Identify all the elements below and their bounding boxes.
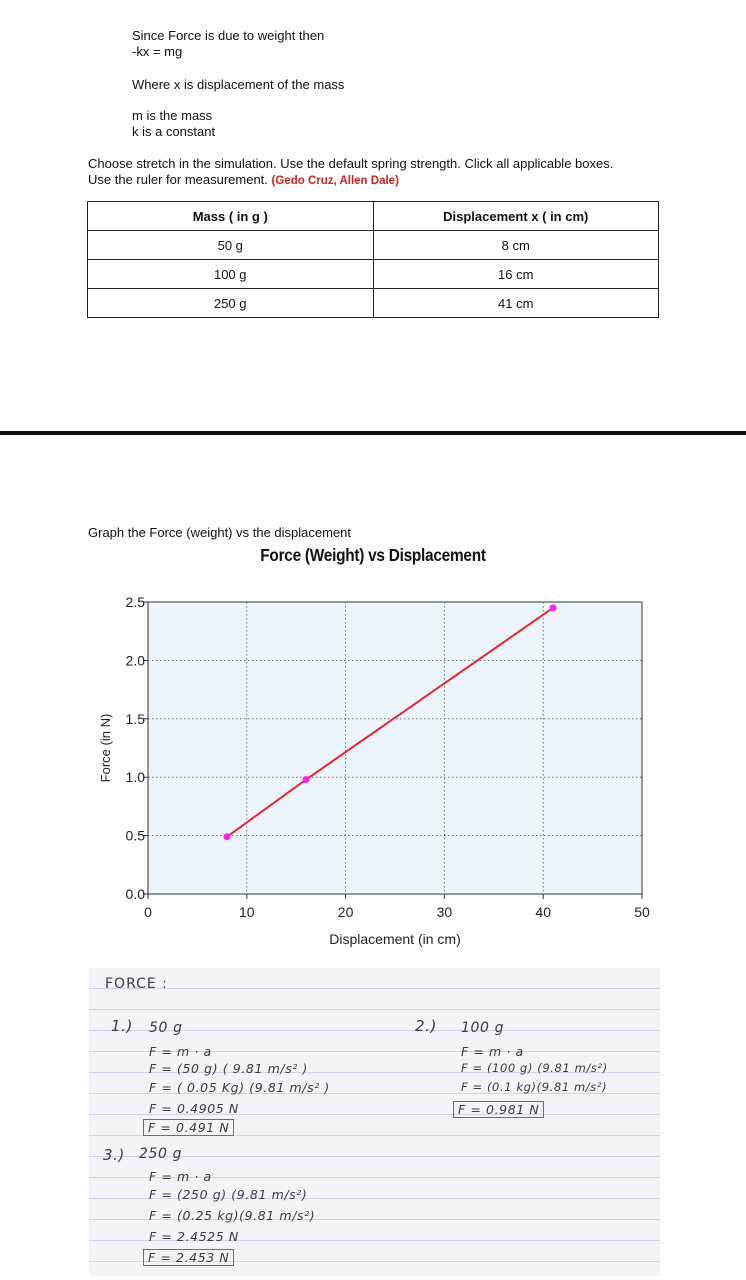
displacement-cell: 8 cm (373, 231, 659, 260)
calc-1-line-4: F = 0.4905 N (149, 1101, 239, 1116)
table-header-row (88, 202, 659, 231)
y-tick-label: 1.0 (125, 769, 145, 786)
force-displacement-chart (90, 585, 670, 955)
y-axis-label: Force (in N) (98, 713, 113, 783)
mass-cell: 50 g (88, 231, 374, 260)
data-point (303, 776, 310, 783)
chart-title: Force (Weight) vs Displacement (260, 545, 486, 565)
graph-instruction: Graph the Force (weight) vs the displacement (88, 525, 352, 540)
x-tick-label: 0 (144, 904, 152, 920)
intro-line-1: Since Force is due to weight then (132, 28, 325, 43)
displacement-column-header: Displacement x ( in cm) (373, 202, 659, 231)
data-point (550, 604, 557, 611)
table-row (88, 231, 659, 260)
calc-2-line-3: F = (0.1 kg)(9.81 m/s²) (461, 1080, 608, 1094)
mass-column-header: Mass ( in g ) (88, 202, 374, 231)
displacement-cell: 41 cm (373, 289, 659, 318)
calc-3-mass: 250 g (139, 1146, 183, 1162)
x-tick-label: 30 (436, 904, 453, 920)
x-tick-label: 20 (337, 904, 354, 920)
mass-cell: 250 g (88, 289, 374, 318)
x-tick-label: 40 (535, 904, 551, 920)
calc-2-line-1: F = m · a (461, 1044, 524, 1059)
y-tick-label: 0.0 (125, 886, 145, 902)
intro-line-3: Where x is displacement of the mass (132, 77, 345, 92)
calc-1-answer-box: F = 0.491 N (143, 1119, 234, 1136)
intro-equation: -kx = mg (132, 44, 183, 59)
plot-area (148, 602, 642, 894)
table-row (88, 289, 659, 318)
calc-3-line-2: F = (250 g) (9.81 m/s²) (149, 1187, 308, 1202)
y-tick-label: 0.5 (125, 827, 145, 844)
instruction-line-2 (88, 172, 399, 189)
calc-1-line-1: F = m · a (149, 1044, 212, 1059)
instruction-line-1: Choose stretch in the simulation. Use the default spring strength. Click all applicable boxes. (88, 156, 614, 171)
calc-2-answer-box: F = 0.981 N (453, 1101, 544, 1118)
calc-3-number: 3.) (103, 1146, 125, 1164)
displacement-cell: 16 cm (373, 260, 659, 289)
y-tick-label: 2.0 (125, 652, 145, 669)
calc-1-line-2: F = (50 g) ( 9.81 m/s² ) (149, 1061, 308, 1076)
calc-2-number: 2.) (415, 1017, 437, 1035)
calc-1-mass: 50 g (149, 1020, 183, 1036)
calc-2-line-2: F = (100 g) (9.81 m/s²) (461, 1061, 608, 1075)
x-tick-label: 50 (634, 904, 650, 920)
y-tick-label: 1.5 (125, 710, 145, 727)
y-tick-label: 2.5 (125, 594, 145, 610)
calc-3-answer-box: F = 2.453 N (143, 1249, 234, 1266)
calc-2-mass: 100 g (461, 1020, 505, 1036)
intro-line-4: m is the mass (132, 108, 213, 123)
instruction-ruler-text: Use the ruler for measurement. (88, 172, 268, 187)
x-tick-label: 10 (239, 904, 255, 920)
data-point (224, 833, 231, 840)
calc-3-line-3: F = (0.25 kg)(9.81 m/s²) (149, 1208, 316, 1223)
calc-3-line-1: F = m · a (149, 1169, 212, 1184)
author-names: (Gedo Cruz, Allen Dale) (271, 175, 399, 187)
notes-heading: FORCE : (105, 976, 168, 992)
mass-displacement-table (87, 201, 659, 318)
page-divider (0, 431, 746, 435)
calc-1-number: 1.) (111, 1017, 133, 1035)
x-axis-label: Displacement (in cm) (329, 931, 461, 947)
calc-3-line-4: F = 2.4525 N (149, 1229, 239, 1244)
table-row (88, 260, 659, 289)
calc-1-line-3: F = ( 0.05 Kg) (9.81 m/s² ) (149, 1080, 330, 1095)
mass-cell: 100 g (88, 260, 374, 289)
intro-line-5: k is a constant (132, 124, 216, 139)
handwritten-notes (89, 968, 660, 1276)
